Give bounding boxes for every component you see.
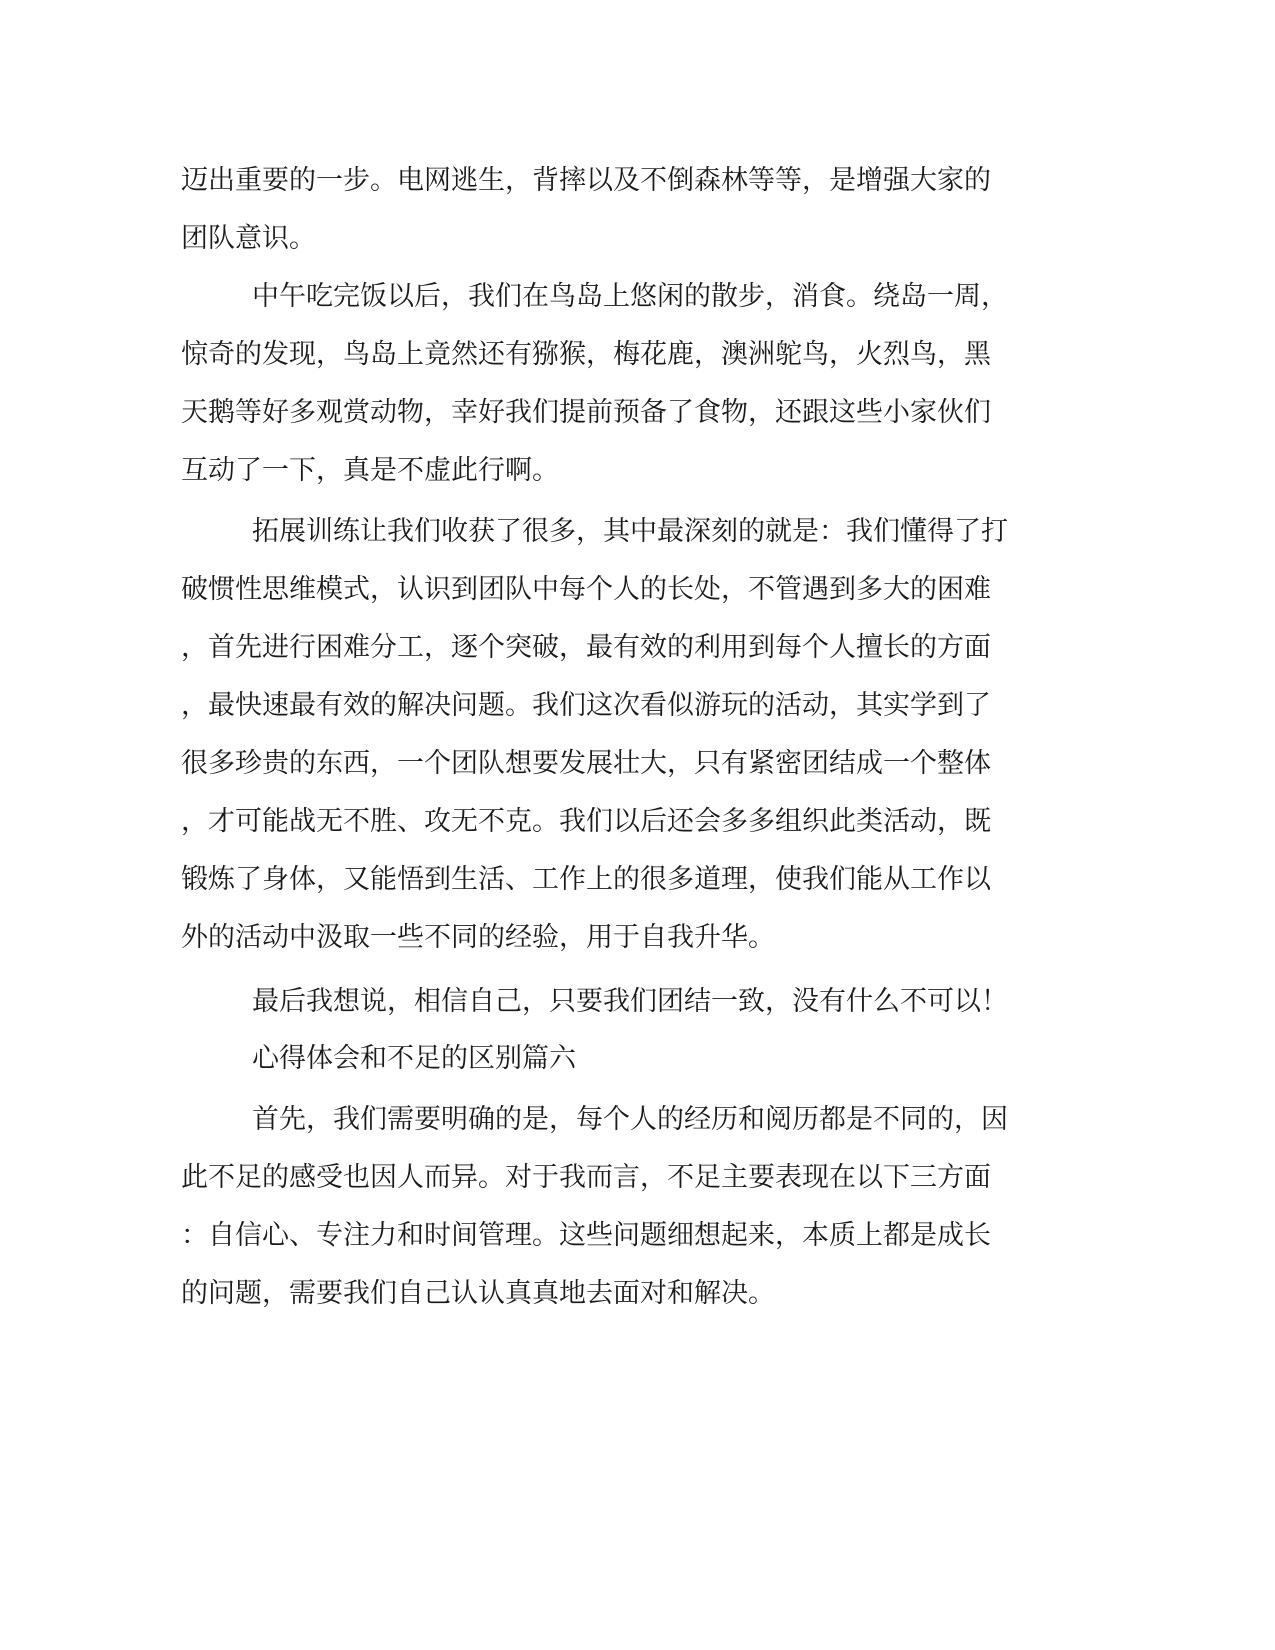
text-line: 团队意识。 xyxy=(181,223,316,254)
paragraph-start: 拓展训练让我们收获了很多，其中最深刻的就是：我们懂得了打 xyxy=(252,516,1008,547)
paragraph-start: 中午吃完饭以后，我们在鸟岛上悠闲的散步，消食。绕岛一周， xyxy=(252,281,1008,312)
text-line: 很多珍贵的东西，一个团队想要发展壮大，只有紧密团结成一个整体 xyxy=(181,748,991,779)
paragraph-start: 首先，我们需要明确的是，每个人的经历和阅历都是不同的，因 xyxy=(252,1104,1008,1135)
text-line: 惊奇的发现，鸟岛上竟然还有猕猴，梅花鹿，澳洲鸵鸟，火烈鸟，黑 xyxy=(181,339,991,370)
text-line: 此不足的感受也因人而异。对于我而言，不足主要表现在以下三方面 xyxy=(181,1162,991,1193)
text-line: ：自信心、专注力和时间管理。这些问题细想起来，本质上都是成长 xyxy=(181,1220,991,1251)
text-line: 天鹅等好多观赏动物，幸好我们提前预备了食物，还跟这些小家伙们 xyxy=(181,397,991,428)
text-line: 锻炼了身体，又能悟到生活、工作上的很多道理，使我们能从工作以 xyxy=(181,864,991,895)
text-line: 的问题，需要我们自己认认真真地去面对和解决。 xyxy=(181,1278,775,1309)
text-line: ，才可能战无不胜、攻无不克。我们以后还会多多组织此类活动，既 xyxy=(181,806,991,837)
text-line: 外的活动中汲取一些不同的经验，用于自我升华。 xyxy=(181,922,775,953)
paragraph-start: 最后我想说，相信自己，只要我们团结一致，没有什么不可以！ xyxy=(252,986,1008,1017)
text-line: ，最快速最有效的解决问题。我们这次看似游玩的活动，其实学到了 xyxy=(181,690,991,721)
text-line: 破惯性思维模式，认识到团队中每个人的长处，不管遇到多大的困难 xyxy=(181,574,991,605)
section-heading: 心得体会和不足的区别篇六 xyxy=(252,1043,576,1074)
text-line: ，首先进行困难分工，逐个突破，最有效的利用到每个人擅长的方面 xyxy=(181,632,991,663)
text-line: 互动了一下，真是不虚此行啊。 xyxy=(181,455,559,486)
text-line: 迈出重要的一步。电网逃生，背摔以及不倒森林等等，是增强大家的 xyxy=(181,165,991,196)
